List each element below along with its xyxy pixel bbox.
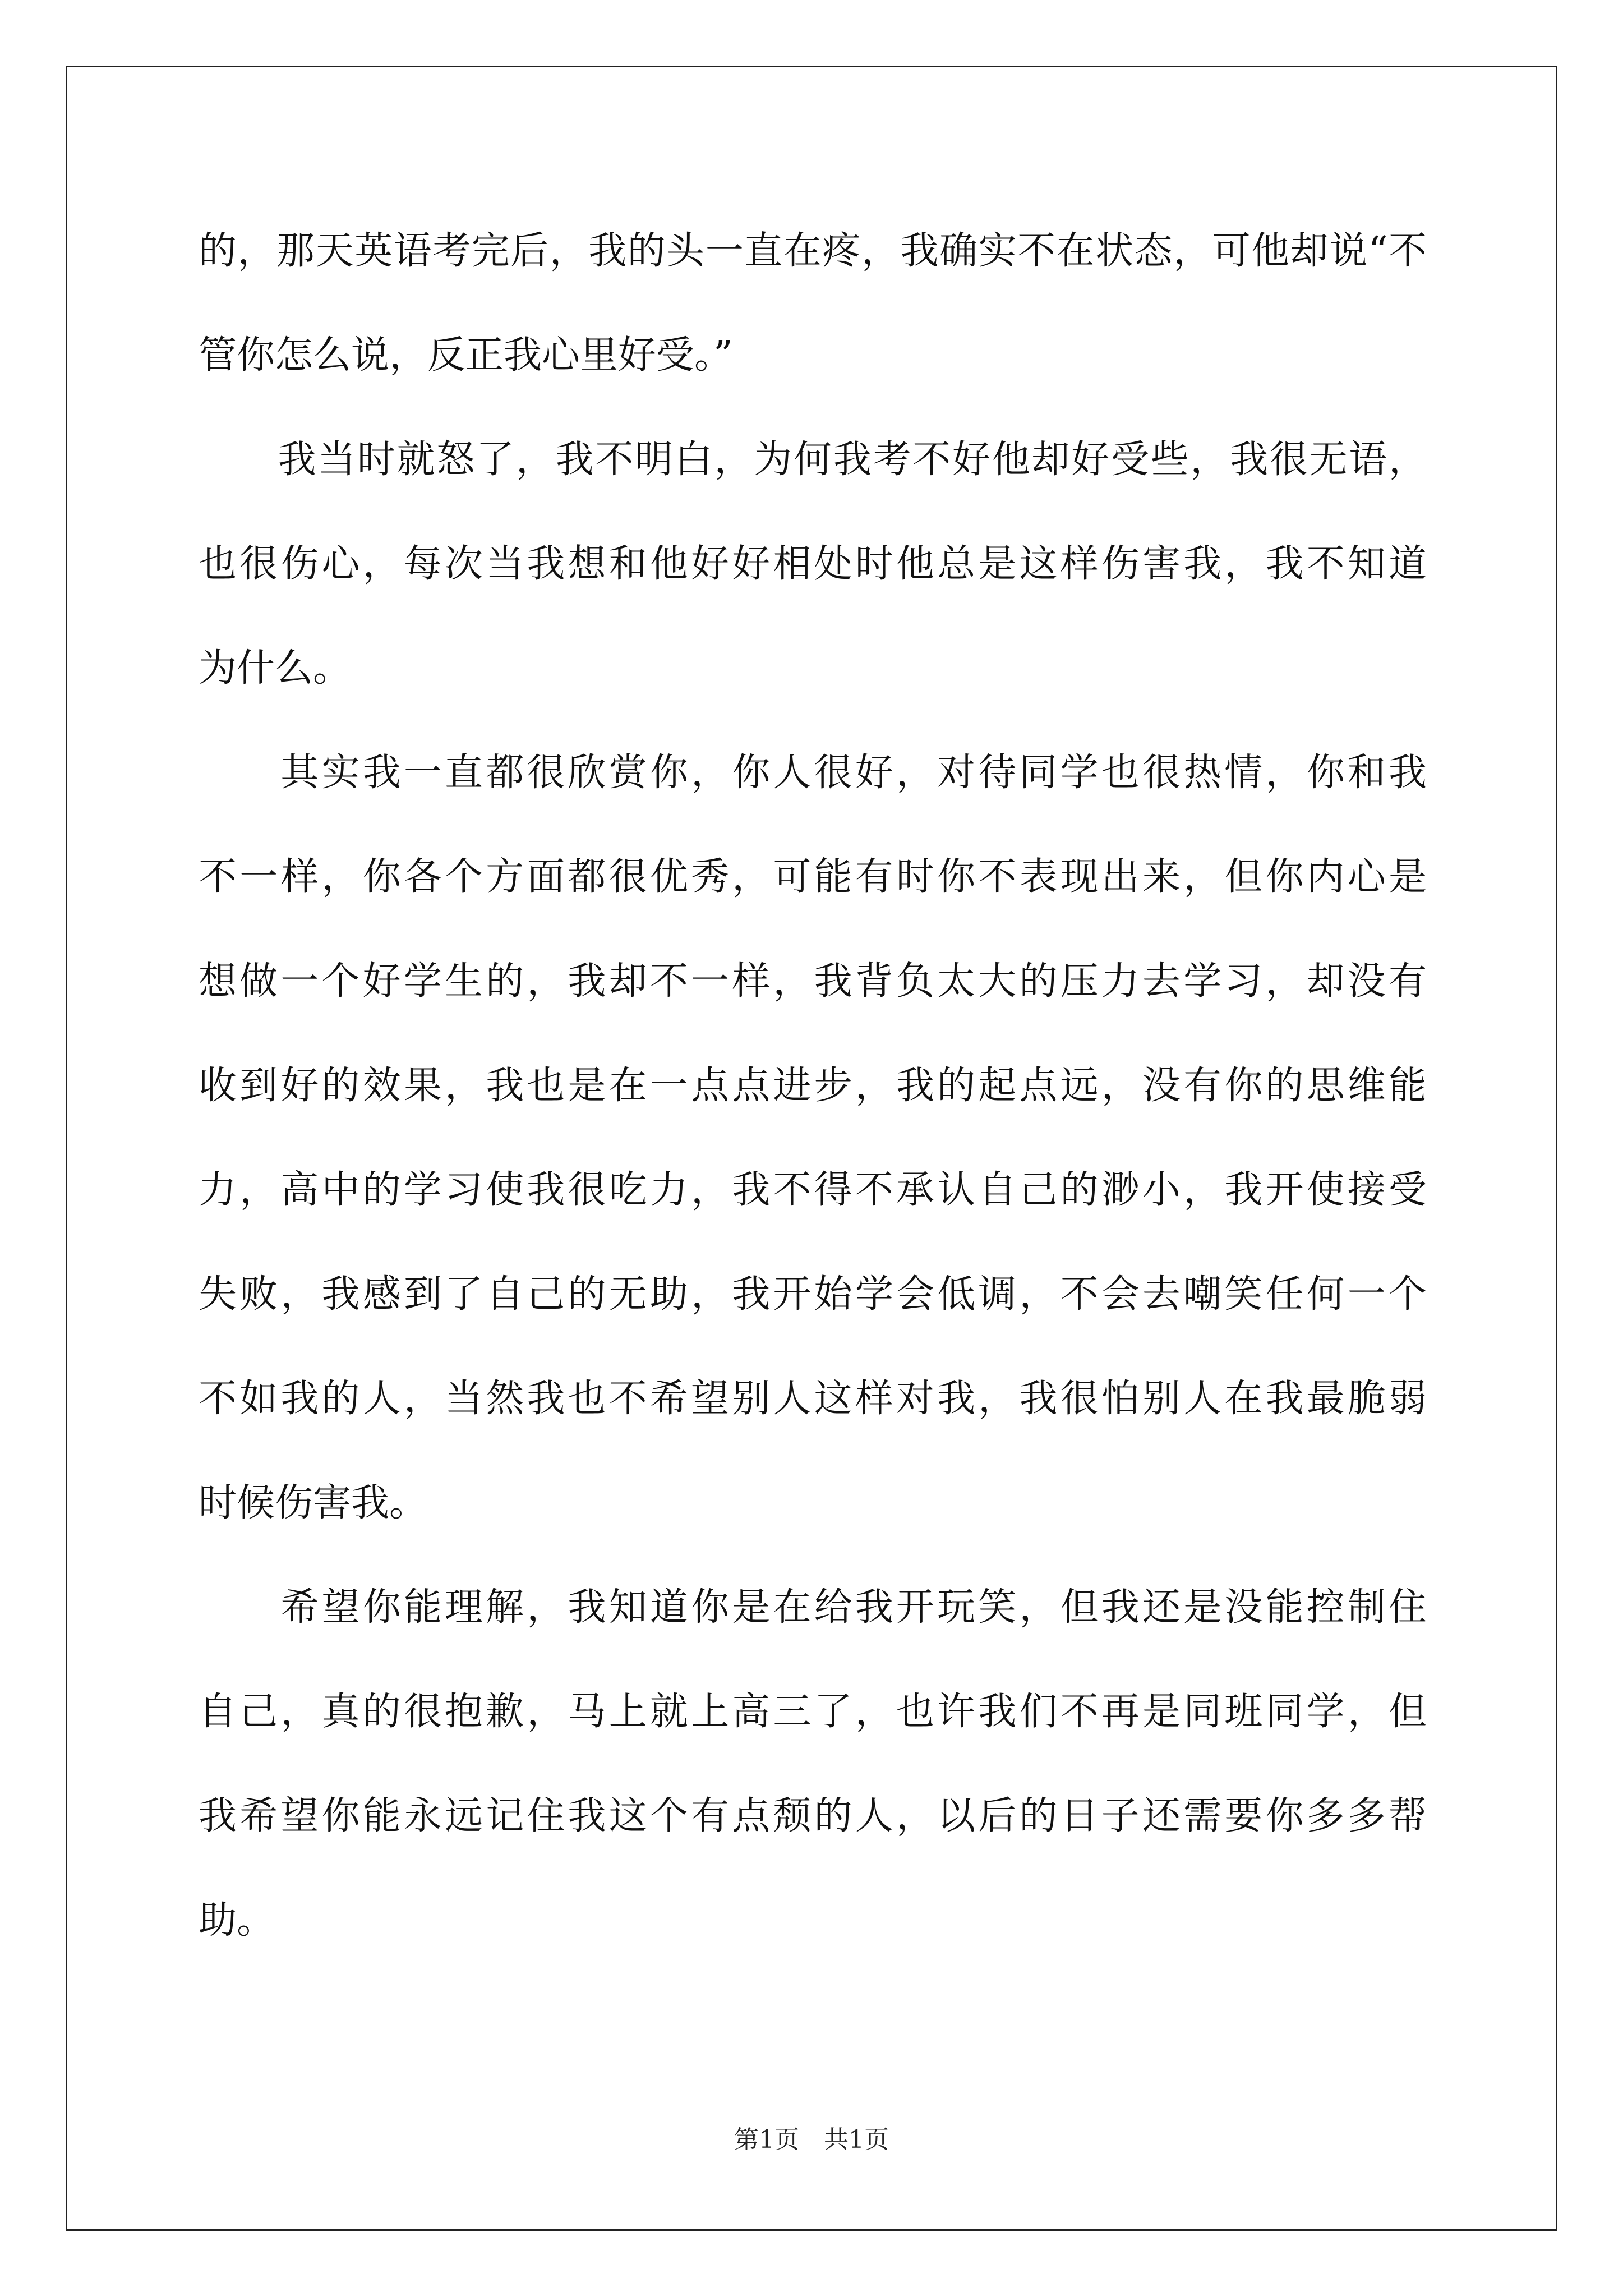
text-line-4: 也很伤心，每次当我想和他好好相处时他总是这样伤害我，我不知道 <box>199 542 1427 586</box>
text-line-7: 不一样，你各个方面都很优秀，可能有时你不表现出来，但你内心是 <box>199 855 1427 899</box>
text-line-16: 我希望你能永远记住我这个有点颓的人，以后的日子还需要你多多帮 <box>199 1794 1427 1838</box>
text-line-3: 我当时就怒了，我不明白，为何我考不好他却好受些，我很无语， <box>199 438 1427 482</box>
text-line-14: 希望你能理解，我知道你是在给我开玩笑，但我还是没能控制住 <box>199 1585 1427 1630</box>
text-line-8: 想做一个好学生的，我却不一样，我背负太大的压力去学习，却没有 <box>199 959 1427 1004</box>
text-line-17: 助。 <box>199 1898 275 1943</box>
text-line-2: 管你怎么说，反正我心里好受。” <box>199 333 733 378</box>
text-line-12: 不如我的人，当然我也不希望别人这样对我，我很怕别人在我最脆弱 <box>199 1377 1427 1421</box>
text-line-10: 力，高中的学习使我很吃力，我不得不承认自己的渺小，我开使接受 <box>199 1168 1427 1212</box>
page-number-footer: 第1页 共1页 <box>734 2125 889 2154</box>
text-line-15: 自己，真的很抱歉，马上就上高三了，也许我们不再是同班同学，但 <box>199 1690 1427 1734</box>
text-line-11: 失败，我感到了自己的无助，我开始学会低调，不会去嘲笑任何一个 <box>199 1272 1427 1317</box>
text-line-9: 收到好的效果，我也是在一点点进步，我的起点远，没有你的思维能 <box>199 1064 1427 1108</box>
document-body <box>199 199 1427 1973</box>
text-line-13: 时候伤害我。 <box>199 1481 428 1525</box>
text-line-6: 其实我一直都很欣赏你，你人很好，对待同学也很热情，你和我 <box>199 751 1427 795</box>
text-line-5: 为什么。 <box>199 646 352 691</box>
text-line-1: 的，那天英语考完后，我的头一直在疼，我确实不在状态，可他却说“不 <box>199 229 1427 273</box>
